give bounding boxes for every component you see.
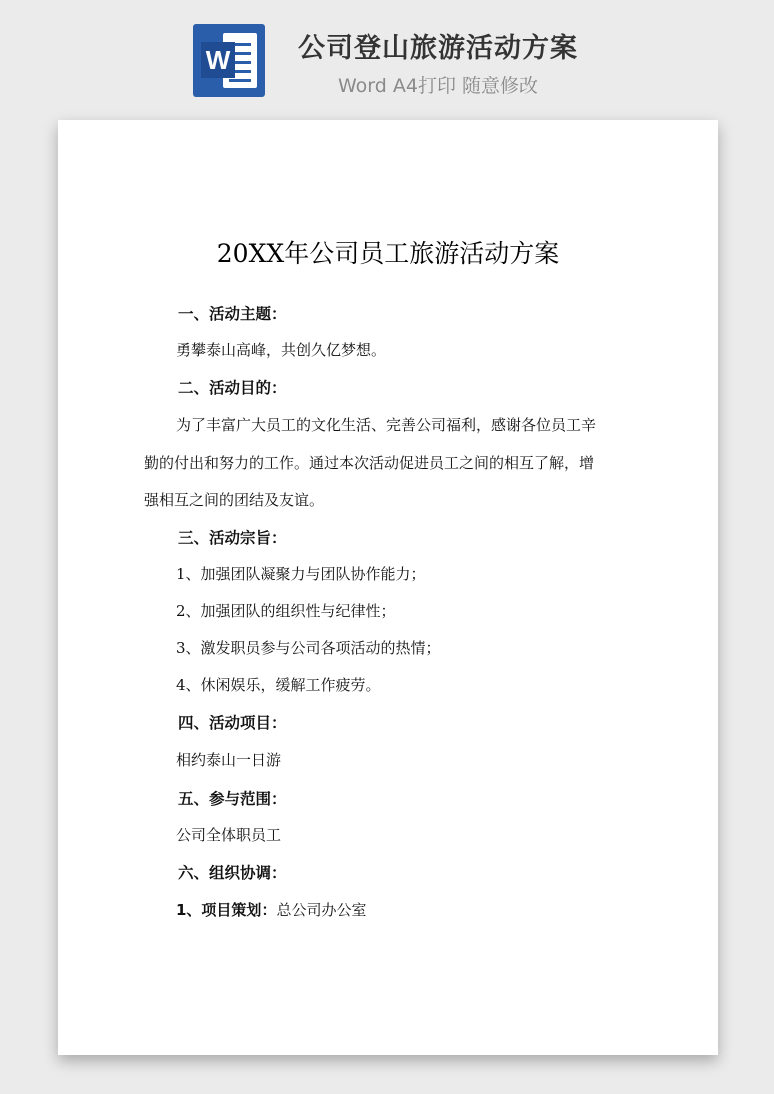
section-text-scope: 公司全体职员工 <box>176 826 282 844</box>
header-title: 公司登山旅游活动方案 <box>298 33 578 64</box>
section-heading-coordination: 六、组织协调： <box>178 864 287 882</box>
section-heading-aims: 三、活动宗旨： <box>178 529 287 547</box>
coordination-item-1-value: 总公司办公室 <box>276 901 367 919</box>
section-heading-project: 四、活动项目： <box>178 714 287 732</box>
document-title: 20XX年公司员工旅游活动方案 <box>216 239 560 268</box>
aims-item-2: 2、加强团队的组织性与纪律性； <box>176 602 396 620</box>
header <box>0 0 774 112</box>
section-heading-theme: 一、活动主题： <box>178 305 287 323</box>
section-text-theme: 勇攀泰山高峰，共创久亿梦想。 <box>176 341 387 359</box>
section-text-purpose-1: 为了丰富广大员工的文化生活、完善公司福利，感谢各位员工辛 <box>176 416 597 434</box>
header-subtitle: Word A4打印 随意修改 <box>337 75 538 97</box>
section-heading-scope: 五、参与范围： <box>178 790 287 808</box>
aims-item-1: 1、加强团队凝聚力与团队协作能力； <box>176 565 426 583</box>
document-page <box>58 120 718 1055</box>
aims-item-3: 3、激发职员参与公司各项活动的热情； <box>176 639 441 657</box>
coordination-item-1 <box>176 899 366 920</box>
section-heading-purpose: 二、活动目的： <box>178 379 287 397</box>
word-letter: W <box>201 42 235 78</box>
coordination-item-1-label: 1、项目策划： <box>176 901 277 919</box>
section-text-project: 相约泰山一日游 <box>176 751 282 769</box>
section-text-purpose-3: 强相互之间的团结及友谊。 <box>144 491 325 509</box>
aims-item-4: 4、休闲娱乐，缓解工作疲劳。 <box>176 676 381 694</box>
section-text-purpose-2: 勤的付出和努力的工作。通过本次活动促进员工之间的相互了解，增 <box>144 454 595 472</box>
word-icon <box>193 24 265 97</box>
